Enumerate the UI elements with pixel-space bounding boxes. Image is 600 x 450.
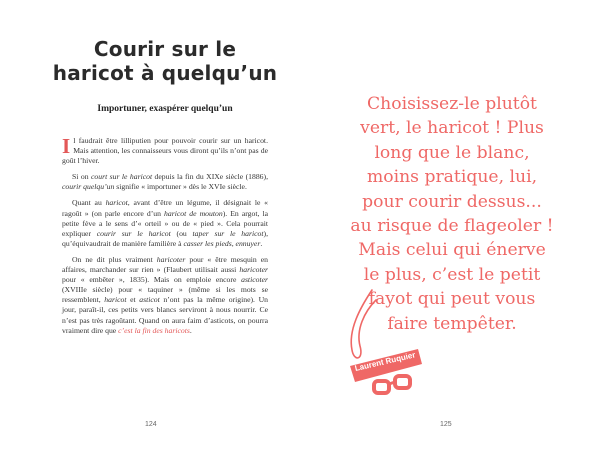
quote-line: faire tempêter. [387, 313, 517, 334]
text-run: ), qu’équivaudrait de manière familière à [62, 228, 268, 248]
paragraph-4 [62, 255, 268, 336]
italic-run: taper sur le haricot [192, 228, 264, 238]
text-run: , avant d’être un légume, il désignait le « ragoût » (on parle encore d’un [62, 198, 268, 218]
italic-run: haricot de mouton [164, 208, 223, 218]
quote-line: vert, le haricot ! Plus [360, 118, 544, 139]
body-text [62, 136, 268, 342]
italic-run: casser les pieds, ennuyer [183, 238, 261, 248]
text-run: pour « embêter », 1835). Mais on emploie encore [62, 275, 242, 285]
page-subtitle: Importuner, exaspérer quelqu’un [97, 104, 233, 114]
paragraph-1 [62, 136, 268, 166]
text-run: . [260, 238, 263, 248]
quote-line: moins pratique, lui, [366, 167, 538, 188]
quote-line: le plus, c’est le petit [363, 264, 541, 285]
text-run: (XVIIIe siècle) pour « taquiner » (même si les mots se ressemblent, [62, 285, 268, 305]
drop-cap: I [62, 134, 71, 158]
quote-line: au risque de flageoler ! [350, 216, 554, 237]
text-run: On ne dit plus vraiment [72, 254, 157, 264]
italic-run: haricot [104, 295, 127, 305]
paragraph-2 [62, 172, 268, 192]
title-line-1: Courir sur le [93, 37, 237, 61]
text-run: depuis la fin du XIXe siècle (1886), [152, 172, 269, 182]
text-run: et [126, 295, 140, 305]
paragraph-1-text: l faudrait être lilliputien pour pouvoir courir sur un haricot. Mais attention, les connaisseurs vous diront qu’ils n’ont pas de goût l’hiver. [62, 136, 268, 166]
text-run: Quant au [72, 198, 106, 208]
page-number-left: 124 [145, 421, 157, 428]
speech-bubble-graphic [300, 0, 600, 450]
text-run: ). En argot, la petite fève a le sens d’« orteil » ou de « pied ». Cela pourrait expliquer [62, 208, 269, 238]
text-run: Si on [72, 172, 91, 182]
text-run: . [189, 325, 192, 335]
speech-bubble-icon [351, 290, 376, 358]
highlighted-expression: c’est la fin des haricots [118, 325, 190, 335]
text-run: (ou [170, 228, 193, 238]
page-title [40, 37, 290, 85]
paragraph-3 [62, 198, 268, 248]
title-line-2: haricot à quelqu’un [52, 61, 278, 85]
quote-line: pour courir dessus... [362, 191, 542, 212]
glasses-icon [374, 376, 410, 393]
italic-run: court sur le haricot [90, 172, 153, 182]
right-page [300, 0, 600, 450]
italic-run: courir sur le haricot [96, 228, 171, 238]
text-run: signifie « importuner » dès le XVIe siècle. [114, 182, 247, 192]
italic-run: haricoter [156, 254, 186, 264]
text-run: n’ont pas la même origine). Un jour, paraît-il, ces petits vers blancs serviront à nous nourrir. Ce n’est pas très ragoûtant. Quand on aura faim d’asticots, on pourra vraiment dire que [62, 295, 268, 335]
italic-run: asticot [139, 295, 160, 305]
italic-run: asticoter [241, 275, 268, 285]
italic-run: courir quelqu’un [62, 182, 115, 192]
quote-line: long que le blanc, [374, 142, 530, 163]
quote-line: Choisissez-le plutôt [367, 94, 537, 114]
quote-author: Laurent Ruquier [353, 350, 417, 373]
text-run: pour « être mesquin en affaires, marchander sur rien » (Flaubert utilisait aussi [62, 254, 269, 275]
quote-line: Mais celui qui énerve [358, 240, 546, 261]
page-number-right: 125 [440, 421, 452, 428]
italic-run: haricoter [239, 265, 268, 275]
italic-run: haricot [105, 198, 128, 208]
quote-line: fayot qui peut vous [368, 289, 536, 310]
